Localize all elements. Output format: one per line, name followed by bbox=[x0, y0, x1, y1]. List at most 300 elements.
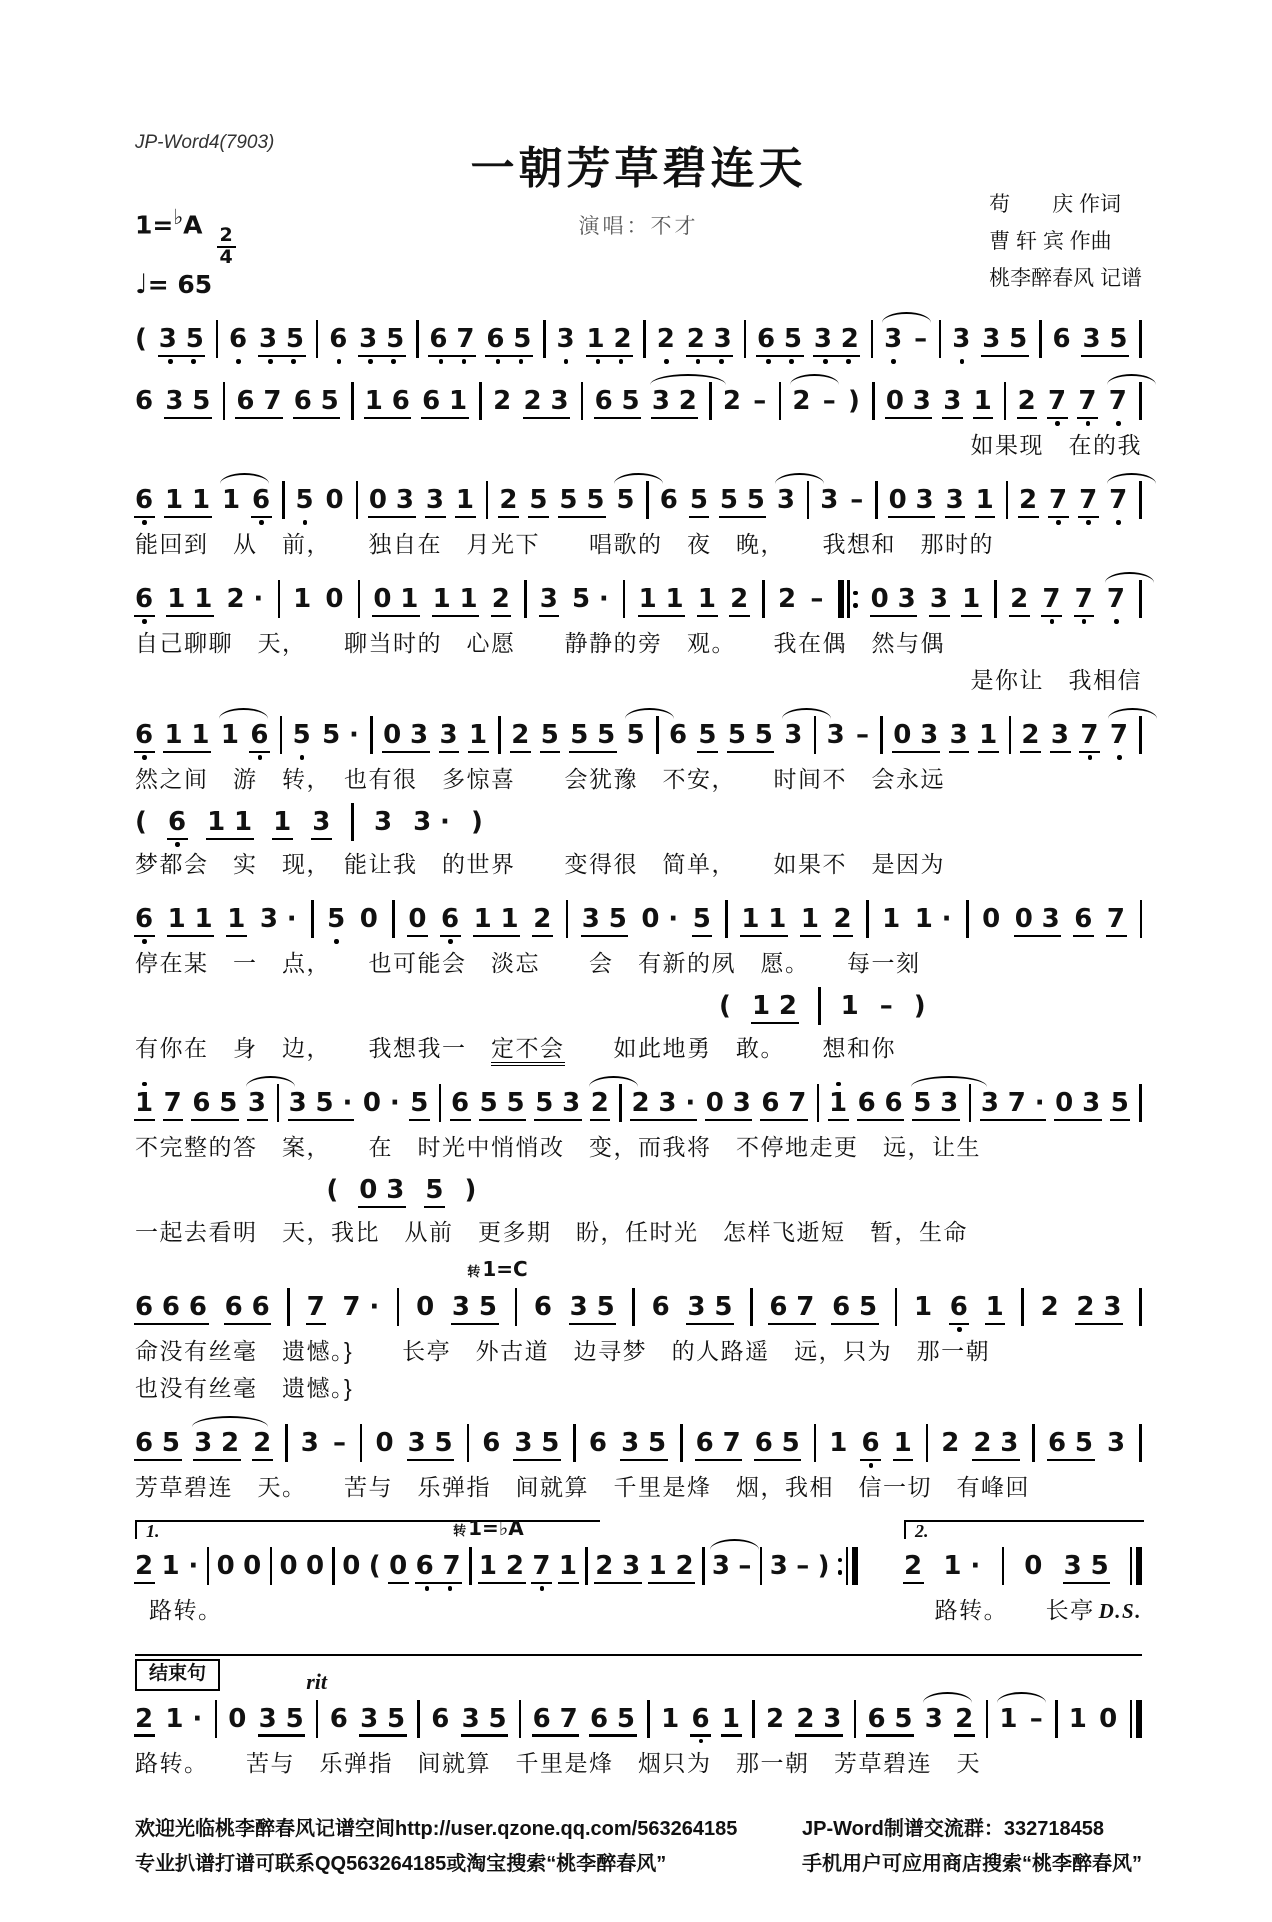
beam-underline bbox=[134, 751, 155, 754]
octave-dot-below bbox=[135, 755, 154, 760]
beam-underline bbox=[359, 1734, 407, 1737]
note: 0· bbox=[641, 904, 688, 934]
music-system bbox=[135, 313, 1142, 365]
bar-icon bbox=[1006, 481, 1009, 519]
barline bbox=[287, 1288, 290, 1326]
note: 6 bbox=[950, 1294, 977, 1320]
bar-icon bbox=[1139, 1424, 1142, 1462]
barline bbox=[416, 320, 419, 358]
beam-underline bbox=[692, 935, 713, 938]
note: 3 bbox=[784, 722, 811, 748]
beam-underline bbox=[1074, 615, 1095, 618]
bar-icon bbox=[846, 1547, 849, 1585]
note: – bbox=[1029, 1703, 1052, 1734]
note: 3 bbox=[769, 1551, 797, 1581]
note: 6 bbox=[329, 326, 356, 352]
note: 6 bbox=[252, 487, 279, 513]
tie-arc-icon bbox=[246, 1076, 295, 1087]
beam-underline bbox=[440, 935, 461, 938]
note: 3 bbox=[943, 388, 970, 414]
note: – bbox=[332, 1428, 355, 1458]
note: 5 bbox=[327, 906, 354, 932]
note: 1 bbox=[986, 1294, 1013, 1320]
bar-icon bbox=[370, 716, 373, 754]
note: 1 bbox=[273, 809, 300, 835]
tie-arc-icon bbox=[775, 473, 824, 484]
beam-underline bbox=[167, 935, 215, 938]
bar-icon bbox=[1002, 1547, 1005, 1585]
note: 0 bbox=[1024, 1551, 1052, 1581]
note: 6 bbox=[329, 1703, 357, 1734]
beam-underline bbox=[532, 1734, 580, 1737]
beam-underline bbox=[498, 516, 519, 519]
octave-dot-below bbox=[1107, 619, 1126, 624]
note: – bbox=[810, 584, 833, 614]
beam-underline bbox=[163, 1119, 184, 1122]
note: 7 bbox=[1080, 722, 1107, 748]
beam-underline bbox=[795, 1734, 843, 1737]
octave-dot-below bbox=[1109, 421, 1128, 426]
bar-icon bbox=[1140, 900, 1143, 938]
note: 67 bbox=[696, 1430, 750, 1456]
bar-icon bbox=[871, 320, 874, 358]
quarter-note-icon: ♩ bbox=[135, 269, 148, 301]
octave-dot-below bbox=[1049, 520, 1068, 525]
note: ) bbox=[913, 991, 935, 1021]
barline bbox=[581, 382, 584, 420]
note: 3 bbox=[1051, 722, 1078, 748]
note: – bbox=[753, 386, 776, 416]
bar-icon bbox=[515, 1288, 518, 1326]
note: 5 bbox=[698, 722, 725, 748]
beam-underline bbox=[1079, 751, 1100, 754]
barline bbox=[814, 1424, 817, 1462]
bar-icon bbox=[939, 320, 942, 358]
beam-underline bbox=[888, 516, 936, 519]
note: 1 bbox=[840, 991, 868, 1021]
music-system bbox=[135, 1077, 1142, 1251]
barline bbox=[854, 1700, 857, 1738]
beam-underline bbox=[985, 1323, 1006, 1326]
bar-icon bbox=[632, 1288, 635, 1326]
barline bbox=[871, 320, 874, 358]
note: 7 bbox=[1109, 388, 1136, 414]
bar-icon bbox=[1055, 1700, 1058, 1738]
bar-icon bbox=[392, 900, 395, 938]
note: 5 bbox=[410, 1090, 437, 1116]
barline bbox=[1130, 1700, 1142, 1738]
bar-icon bbox=[358, 580, 361, 618]
bar-icon bbox=[1032, 1424, 1035, 1462]
beam-underline bbox=[719, 516, 767, 519]
bar-icon bbox=[216, 320, 219, 358]
beam-underline bbox=[450, 1119, 471, 1122]
beam-underline bbox=[158, 355, 206, 358]
beam-underline bbox=[581, 935, 629, 938]
bar-icon bbox=[1009, 716, 1012, 754]
note: 6 bbox=[250, 722, 277, 748]
note: 1 bbox=[894, 1430, 921, 1456]
note: 6 bbox=[135, 586, 162, 612]
bar-icon bbox=[619, 1084, 622, 1122]
beam-underline bbox=[451, 1323, 499, 1326]
note: 0 bbox=[416, 1292, 444, 1322]
lyric-line bbox=[135, 1592, 1142, 1630]
score-header bbox=[135, 128, 1142, 303]
beam-underline bbox=[1050, 751, 1071, 754]
beam-underline bbox=[1041, 615, 1062, 618]
beam-underline bbox=[272, 838, 293, 841]
note: 3 bbox=[373, 807, 401, 837]
note: 2 bbox=[904, 1553, 931, 1579]
beam-underline bbox=[425, 516, 446, 519]
octave-dot-below bbox=[429, 359, 475, 364]
barline bbox=[467, 1424, 470, 1462]
barline bbox=[969, 1084, 972, 1122]
beam-underline bbox=[1018, 516, 1039, 519]
note: 03 bbox=[369, 487, 423, 513]
bar-icon bbox=[215, 1700, 218, 1738]
barline bbox=[216, 320, 219, 358]
octave-dot-below bbox=[295, 520, 314, 525]
note: 666 bbox=[135, 1294, 216, 1320]
bar-icon bbox=[417, 1700, 420, 1738]
barline bbox=[994, 580, 997, 618]
beam-underline bbox=[258, 1734, 306, 1737]
note: 2 bbox=[730, 586, 757, 612]
bar-icon bbox=[280, 716, 283, 754]
octave-dot-below bbox=[587, 359, 633, 364]
beam-underline bbox=[531, 1582, 552, 1585]
tie-arc-icon bbox=[220, 473, 269, 484]
note: 12 bbox=[479, 1553, 533, 1579]
barline bbox=[1140, 900, 1143, 938]
bar-icon bbox=[287, 1288, 290, 1326]
beam-underline bbox=[980, 1119, 1046, 1122]
beam-underline bbox=[206, 838, 254, 841]
bar-icon bbox=[1136, 1547, 1142, 1585]
octave-dot-below bbox=[252, 520, 271, 525]
music-system bbox=[135, 1654, 1142, 1782]
note: 65 bbox=[595, 388, 649, 414]
barline bbox=[1021, 1288, 1024, 1326]
beam-underline bbox=[532, 935, 553, 938]
bar-icon bbox=[1039, 320, 1042, 358]
barline bbox=[1032, 1424, 1035, 1462]
note: 5 bbox=[425, 1177, 452, 1203]
beam-underline bbox=[686, 1323, 734, 1326]
bar-icon bbox=[467, 1424, 470, 1462]
volta-label: 2. bbox=[915, 1521, 929, 1541]
music-system bbox=[135, 573, 1142, 699]
note: 6 bbox=[588, 1428, 616, 1458]
beam-underline bbox=[1110, 1119, 1131, 1122]
bar-icon bbox=[762, 580, 765, 618]
composer-credit: 曹 轩 宾 作曲 bbox=[989, 230, 1112, 253]
note: 11 bbox=[164, 722, 218, 748]
bar-icon bbox=[926, 1424, 929, 1462]
tie-arc-icon bbox=[1108, 708, 1157, 719]
bar-icon bbox=[277, 1084, 280, 1122]
note: 03 bbox=[886, 388, 940, 414]
tie-arc-icon bbox=[710, 1539, 759, 1550]
octave-dot-below bbox=[1110, 755, 1129, 760]
note: 6 bbox=[135, 906, 162, 932]
octave-dot-below bbox=[1079, 520, 1098, 525]
beam-underline bbox=[705, 1119, 753, 1122]
note: 55 bbox=[570, 722, 624, 748]
barline bbox=[392, 900, 395, 938]
beam-underline bbox=[586, 355, 634, 358]
note: ( bbox=[135, 807, 156, 837]
beam-underline bbox=[569, 1323, 617, 1326]
bar-icon bbox=[709, 382, 712, 420]
footer-right: JP-Word制谱交流群：332718458 手机用户可应用商店搜索“桃李醉春风” bbox=[802, 1817, 1142, 1875]
note: ) bbox=[817, 1551, 839, 1581]
note: – bbox=[738, 1551, 761, 1581]
beam-underline bbox=[134, 1119, 155, 1122]
note: 55 bbox=[720, 487, 774, 513]
barline bbox=[524, 580, 527, 618]
note: 3 bbox=[826, 720, 854, 750]
beam-underline bbox=[942, 417, 963, 420]
note: 5 bbox=[690, 487, 717, 513]
beam-underline bbox=[727, 751, 775, 754]
tie-arc-icon bbox=[790, 374, 839, 385]
note: 3 bbox=[540, 586, 567, 612]
beam-underline bbox=[695, 1459, 743, 1462]
note: 7 bbox=[1078, 388, 1105, 414]
note: 0 bbox=[1099, 1703, 1127, 1734]
barline bbox=[1130, 1547, 1142, 1585]
note: 6 bbox=[135, 386, 162, 416]
note: 0 bbox=[305, 1551, 333, 1581]
note: 1 bbox=[559, 1553, 586, 1579]
note: 67 bbox=[236, 388, 290, 414]
beam-underline bbox=[134, 1734, 155, 1737]
note: 23 bbox=[973, 1430, 1027, 1456]
note: 11 bbox=[741, 906, 795, 932]
note: 35 bbox=[165, 388, 219, 414]
bar-icon bbox=[1139, 1288, 1142, 1326]
note: 67 bbox=[416, 1553, 470, 1579]
note: ( bbox=[326, 1175, 348, 1205]
note: 55 bbox=[728, 722, 782, 748]
note: 1 bbox=[222, 487, 249, 513]
bar-icon bbox=[356, 481, 359, 519]
beam-underline bbox=[368, 516, 416, 519]
beam-underline bbox=[1081, 355, 1129, 358]
note: 7 bbox=[1107, 906, 1134, 932]
note: 35 bbox=[360, 1706, 414, 1732]
octave-dot-below bbox=[486, 359, 532, 364]
note: 7 bbox=[307, 1294, 334, 1320]
beam-underline bbox=[293, 417, 341, 420]
barline bbox=[351, 382, 354, 420]
note: 12 bbox=[752, 993, 806, 1019]
beam-underline bbox=[651, 417, 699, 420]
bar-icon bbox=[818, 987, 821, 1025]
barline bbox=[316, 320, 319, 358]
note: 3 bbox=[952, 326, 979, 352]
tie-arc-icon bbox=[625, 708, 674, 719]
note: 3 bbox=[300, 1428, 328, 1458]
beam-underline bbox=[860, 1459, 881, 1462]
barline bbox=[709, 382, 712, 420]
note: 7 bbox=[1042, 586, 1069, 612]
note: 0 bbox=[375, 1428, 403, 1458]
beam-underline bbox=[813, 355, 861, 358]
note: 35 bbox=[1082, 326, 1136, 352]
note: 65 bbox=[832, 1294, 886, 1320]
note: 3 bbox=[248, 1090, 275, 1116]
bar-icon bbox=[1139, 320, 1142, 358]
key-change-marking: rit bbox=[306, 1668, 327, 1694]
note: 0 bbox=[982, 904, 1009, 934]
octave-dot-below bbox=[327, 939, 346, 944]
note: 6 bbox=[451, 1090, 478, 1116]
note: 37· bbox=[981, 1090, 1054, 1116]
bar-icon bbox=[966, 900, 969, 938]
note: 65 bbox=[757, 326, 811, 352]
bar-icon bbox=[1130, 1547, 1133, 1585]
barline bbox=[1139, 481, 1142, 519]
note: 1 bbox=[722, 1706, 749, 1732]
octave-dot-below bbox=[691, 1739, 710, 1744]
beam-underline bbox=[949, 1323, 970, 1326]
beam-underline bbox=[491, 615, 512, 618]
beam-underline bbox=[424, 1206, 445, 1209]
beam-underline bbox=[1020, 751, 1041, 754]
notation-line bbox=[135, 1257, 1142, 1333]
beam-underline bbox=[961, 615, 982, 618]
beam-underline bbox=[978, 751, 999, 754]
octave-dot-below bbox=[952, 359, 971, 364]
note: 2 bbox=[591, 1090, 618, 1116]
note: 0 bbox=[325, 584, 353, 614]
barline bbox=[838, 1547, 858, 1585]
beam-underline bbox=[407, 1459, 455, 1462]
bar-icon bbox=[498, 716, 501, 754]
music-system bbox=[135, 1417, 1142, 1506]
note: 03 bbox=[383, 722, 437, 748]
barline bbox=[872, 382, 875, 420]
note: 7 bbox=[1107, 586, 1134, 612]
barline bbox=[360, 1424, 363, 1462]
beam-underline bbox=[949, 751, 970, 754]
beam-underline bbox=[191, 1119, 239, 1122]
note: 1 bbox=[999, 1706, 1026, 1732]
note: 03 bbox=[889, 487, 943, 513]
octave-dot-below bbox=[1075, 619, 1094, 624]
notation-line bbox=[904, 1540, 1142, 1592]
note: 65 bbox=[192, 1090, 246, 1116]
note: 55 bbox=[480, 1090, 534, 1116]
barline bbox=[752, 1700, 755, 1738]
note: 2 bbox=[493, 386, 521, 416]
score-footer bbox=[135, 1812, 1142, 1882]
bar-icon bbox=[573, 1424, 576, 1462]
beam-underline bbox=[485, 355, 533, 358]
beam-underline bbox=[912, 1119, 960, 1122]
bar-icon bbox=[643, 320, 646, 358]
beam-underline bbox=[721, 1734, 742, 1737]
note: 2 bbox=[657, 326, 684, 352]
key-signature: 1=♭A $\frac{2}{4}$ bbox=[135, 200, 236, 268]
barline bbox=[573, 1424, 576, 1462]
note: 66 bbox=[858, 1090, 912, 1116]
beam-underline bbox=[163, 751, 211, 754]
beam-underline bbox=[756, 355, 804, 358]
music-system bbox=[135, 893, 1142, 1067]
note: 5 bbox=[616, 487, 643, 513]
beam-underline bbox=[461, 1734, 509, 1737]
barline bbox=[358, 580, 361, 618]
note: 11 bbox=[433, 586, 487, 612]
performer-line: 演唱：不才 bbox=[578, 215, 699, 238]
barline bbox=[566, 900, 569, 938]
note: 6 bbox=[659, 485, 687, 515]
barline bbox=[725, 900, 728, 938]
bar-icon bbox=[994, 580, 997, 618]
bar-icon bbox=[397, 1288, 400, 1326]
bar-icon bbox=[680, 1424, 683, 1462]
beam-underline bbox=[252, 1459, 273, 1462]
beam-underline bbox=[468, 751, 489, 754]
lyric-line: 然之间 游 转， 也有很 多惊喜 会犹豫 不安， 时间不 会永远 bbox=[135, 766, 945, 792]
note: 35 bbox=[514, 1430, 568, 1456]
octave-dot-below bbox=[657, 359, 676, 364]
notation-line bbox=[135, 709, 1142, 761]
beam-underline bbox=[800, 935, 821, 938]
barline bbox=[1139, 1288, 1142, 1326]
octave-dot-above bbox=[135, 1082, 154, 1087]
volta-row bbox=[135, 1516, 1142, 1592]
note: 35 bbox=[982, 326, 1036, 352]
barline bbox=[1139, 1084, 1142, 1122]
note: 3· bbox=[413, 807, 459, 837]
barline bbox=[926, 1424, 929, 1462]
barline bbox=[643, 320, 646, 358]
note: ) bbox=[464, 1175, 486, 1205]
note: 6 bbox=[482, 1428, 510, 1458]
tempo-marking: ♩= 65 bbox=[135, 269, 213, 301]
lyric-line: 自己聊聊 天， 聊当时的 心愿 静静的旁 观。 我在偶 然与偶 bbox=[135, 630, 945, 656]
octave-dot-below bbox=[557, 359, 576, 364]
tie-arc-icon bbox=[650, 374, 726, 385]
barline bbox=[750, 1288, 753, 1326]
bar-icon bbox=[852, 1547, 858, 1585]
notation-line bbox=[135, 1417, 1142, 1469]
inline-notation bbox=[135, 982, 1142, 1030]
note: 2 bbox=[1018, 388, 1045, 414]
beam-underline bbox=[558, 516, 606, 519]
note: 35 bbox=[452, 1294, 506, 1320]
note: 2 bbox=[511, 722, 538, 748]
note: 23 bbox=[687, 326, 741, 352]
note: 1 bbox=[974, 388, 1001, 414]
note: 7 bbox=[532, 1553, 559, 1579]
note: 1 bbox=[829, 1428, 857, 1458]
beam-underline bbox=[372, 615, 420, 618]
barline bbox=[1009, 716, 1012, 754]
bar-icon bbox=[351, 382, 354, 420]
beam-underline bbox=[513, 1459, 561, 1462]
note: 03 bbox=[893, 722, 947, 748]
note: 1 bbox=[469, 722, 496, 748]
note: 6 bbox=[691, 1706, 718, 1732]
barline bbox=[278, 580, 281, 618]
